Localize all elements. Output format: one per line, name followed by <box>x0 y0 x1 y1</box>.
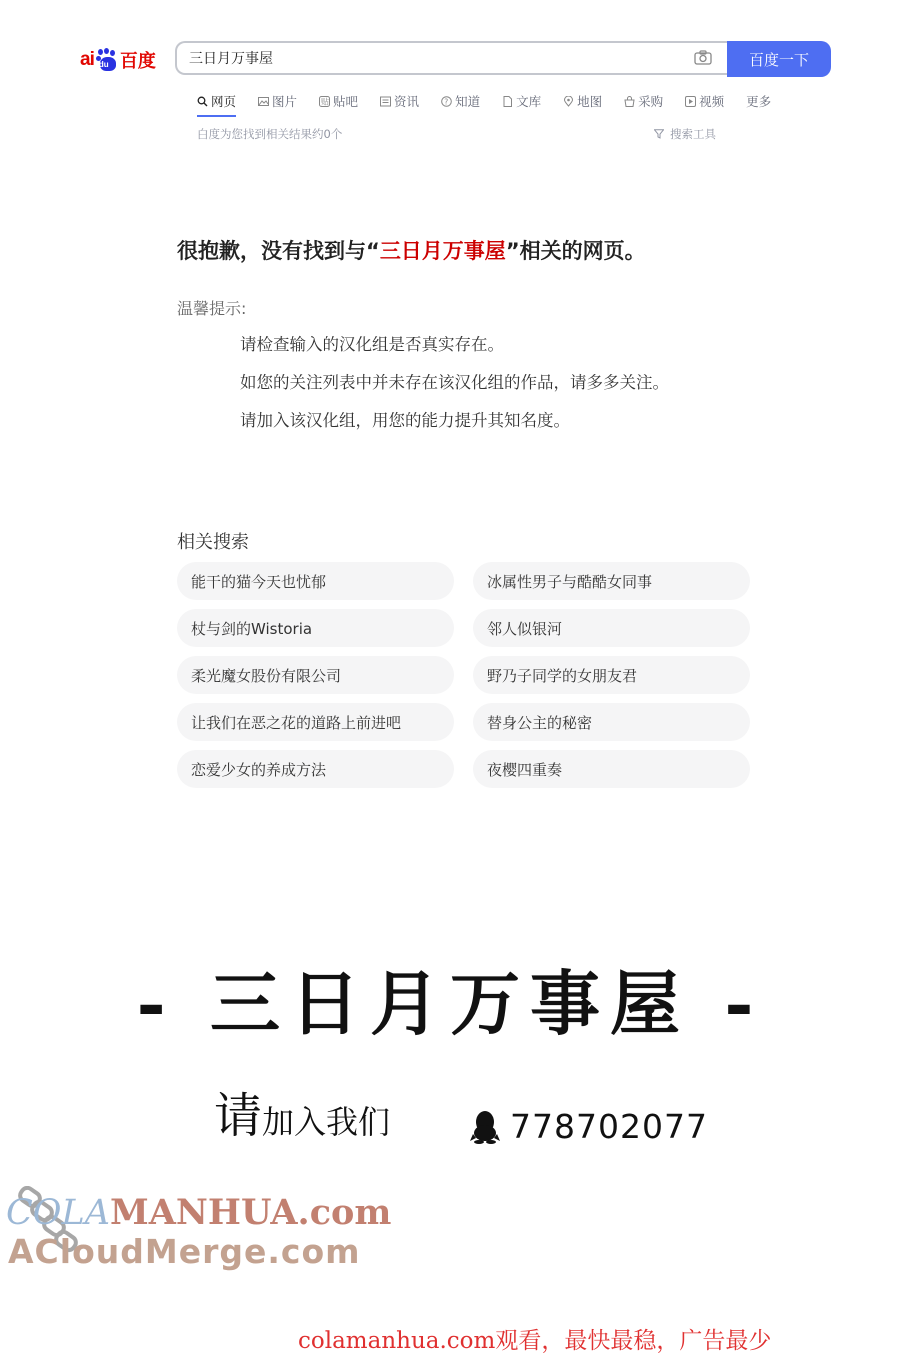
related-search-link[interactable]: 让我们在恶之花的道路上前进吧 <box>177 703 454 741</box>
news-icon <box>380 96 391 107</box>
search-box <box>175 41 728 75</box>
baidu-logo[interactable] <box>80 45 156 75</box>
watermark-acloudmerge: ACloudMerge.com <box>8 1232 361 1271</box>
search-tools-button[interactable] <box>654 126 716 142</box>
tab-label: 文库 <box>516 94 542 109</box>
tab-label: 视频 <box>699 94 725 109</box>
tip-item: 请检查输入的汉化组是否真实存在。 <box>240 335 504 354</box>
tab-tieba[interactable] <box>319 89 358 113</box>
doc-icon <box>502 96 513 107</box>
tab-images[interactable] <box>258 89 297 113</box>
related-search-link[interactable]: 野乃子同学的女朋友君 <box>473 656 750 694</box>
paw-icon <box>95 48 119 72</box>
tab-map[interactable] <box>563 89 602 113</box>
tip-item: 如您的关注列表中并未存在该汉化组的作品，请多多关注。 <box>240 373 669 392</box>
related-search-title: 相关搜索 <box>177 532 249 553</box>
svg-text:?: ? <box>444 96 449 106</box>
related-search-link[interactable]: 柔光魔女股份有限公司 <box>177 656 454 694</box>
watermark-colamanhua <box>6 1192 391 1233</box>
video-icon <box>685 96 696 107</box>
related-search-grid <box>177 562 751 788</box>
question-icon <box>441 96 452 107</box>
no-result-prefix: 很抱歉，没有找到与“ <box>177 239 380 263</box>
search-tools-label: 搜索工具 <box>670 127 716 141</box>
join-big-char: 请 <box>214 1088 263 1144</box>
tab-label: 网页 <box>211 94 237 109</box>
tab-shop[interactable] <box>624 89 663 113</box>
related-search-link[interactable]: 夜樱四重奏 <box>473 750 750 788</box>
tab-label: 贴吧 <box>333 94 359 109</box>
related-search-link[interactable]: 替身公主的秘密 <box>473 703 750 741</box>
search-input[interactable] <box>189 43 669 73</box>
camera-icon[interactable] <box>694 50 712 65</box>
result-count: 白度为您找到相关结果约0个 <box>197 127 343 141</box>
logo-ai-text: ai <box>80 49 94 70</box>
related-search-link[interactable]: 邻人似银河 <box>473 609 750 647</box>
join-rest: 加入我们 <box>262 1102 391 1141</box>
related-search-link[interactable]: 恋爱少女的养成方法 <box>177 750 454 788</box>
watermark-manhua: MANHUA.com <box>110 1192 392 1233</box>
tips-label: 温馨提示: <box>177 299 247 318</box>
search-icon <box>197 96 208 107</box>
no-result-heading <box>177 235 646 265</box>
qq-contact <box>470 1107 708 1146</box>
map-icon <box>563 96 574 107</box>
tab-label: 资讯 <box>394 94 420 109</box>
footer-ad-text: colamanhua.com观看，最快最稳，广告最少 <box>298 1328 772 1354</box>
no-result-suffix: ”相关的网页。 <box>505 239 646 263</box>
tab-video[interactable] <box>685 89 724 113</box>
tab-zhidao[interactable] <box>441 89 480 113</box>
tab-bar <box>197 89 793 113</box>
watermark-cola: COLA <box>6 1193 110 1233</box>
related-search-link[interactable]: 冰属性男子与酷酷女同事 <box>473 562 750 600</box>
tieba-icon <box>319 96 330 107</box>
no-result-keyword: 三日月万事屋 <box>379 239 506 263</box>
svg-text:贴: 贴 <box>321 97 330 106</box>
tab-wenku[interactable] <box>502 89 541 113</box>
tab-news[interactable] <box>380 89 419 113</box>
tab-label: 更多 <box>746 94 772 109</box>
tab-label: 图片 <box>272 94 298 109</box>
qq-number: 778702077 <box>510 1107 708 1146</box>
join-us-text <box>214 1088 391 1144</box>
tab-label: 采购 <box>638 94 664 109</box>
tab-more[interactable] <box>746 89 771 113</box>
shop-icon <box>624 96 635 107</box>
group-banner-title: - 三日月万事屋 - <box>136 962 764 1045</box>
search-button[interactable]: 百度一下 <box>727 41 831 77</box>
tab-label: 地图 <box>577 94 603 109</box>
related-search-link[interactable]: 能干的猫今天也忧郁 <box>177 562 454 600</box>
related-search-link[interactable]: 杖与剑的Wistoria <box>177 609 454 647</box>
tip-item: 请加入该汉化组，用您的能力提升其知名度。 <box>240 411 570 430</box>
logo-du-text: du <box>98 60 109 69</box>
logo-baidu-text: 百度 <box>119 51 156 72</box>
tab-web[interactable] <box>197 89 236 113</box>
qq-penguin-icon <box>470 1110 500 1144</box>
image-icon <box>258 96 269 107</box>
tab-label: 知道 <box>455 94 481 109</box>
filter-icon <box>654 129 664 139</box>
